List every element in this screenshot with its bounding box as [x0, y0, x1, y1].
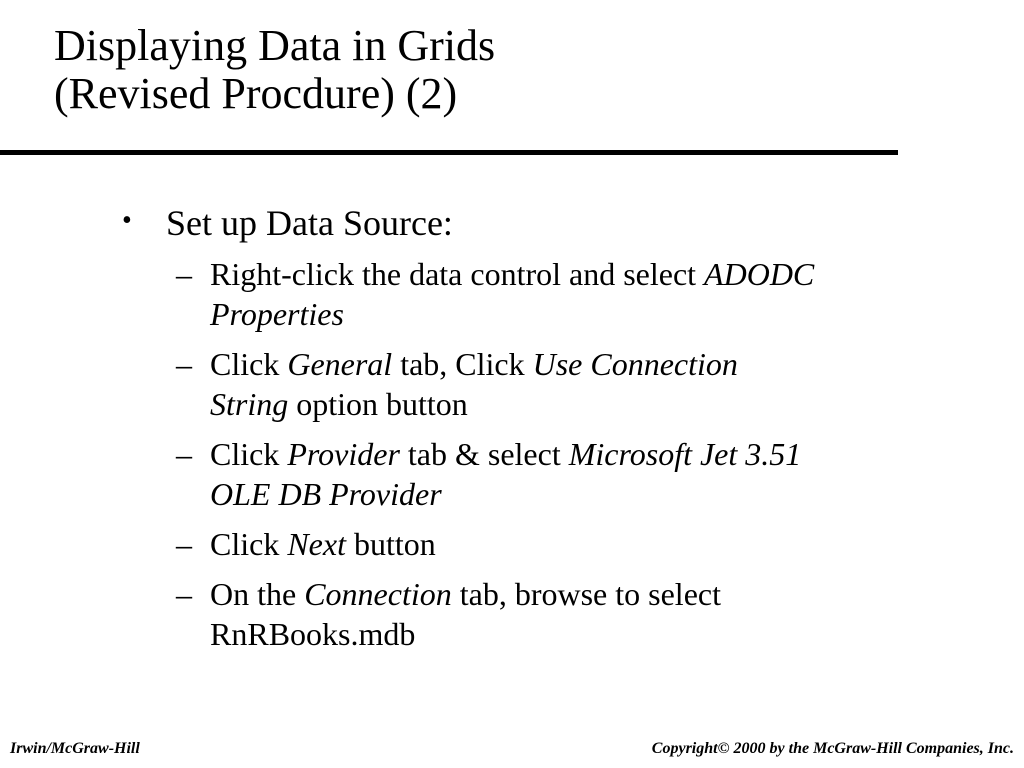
- step-text: RnRBooks.mdb: [210, 616, 416, 652]
- step-line: [210, 384, 996, 424]
- dash-icon: –: [176, 436, 192, 472]
- step-item-right-click: [176, 254, 996, 334]
- step-emphasis: Properties: [210, 296, 344, 332]
- step-text: button: [345, 526, 436, 562]
- dash-icon: –: [176, 576, 192, 612]
- step-line: [210, 614, 996, 654]
- step-emphasis: Connection: [304, 576, 452, 612]
- main-bullet-text: Set up Data Source:: [166, 203, 453, 243]
- step-line: [210, 474, 996, 514]
- step-line: [210, 254, 996, 294]
- bullet-dot-icon: •: [122, 205, 132, 236]
- step-emphasis: Microsoft Jet 3.51: [568, 436, 802, 472]
- step-item-connection-tab: [176, 574, 996, 654]
- step-item-provider-tab: [176, 434, 996, 514]
- title-underline-divider: [0, 150, 898, 155]
- footer-copyright: Copyright© 2000 by the McGraw-Hill Companies, Inc.: [651, 740, 1014, 757]
- step-line: [210, 344, 996, 384]
- step-text: Click: [210, 436, 288, 472]
- step-text: On the: [210, 576, 305, 612]
- slide-title: [54, 22, 954, 118]
- slide-title-line-1: Displaying Data in Grids: [54, 21, 496, 70]
- step-text: Click: [210, 526, 288, 562]
- step-emphasis: String: [210, 386, 289, 422]
- step-text: tab, browse to select: [451, 576, 721, 612]
- step-line: [210, 574, 996, 614]
- step-line: [210, 524, 996, 564]
- dash-icon: –: [176, 256, 192, 292]
- step-text: tab & select: [399, 436, 569, 472]
- step-line: [210, 434, 996, 474]
- step-emphasis: Use Connection: [532, 346, 738, 382]
- step-text: option button: [288, 386, 468, 422]
- step-text: tab, Click: [392, 346, 533, 382]
- step-item-general-tab: [176, 344, 996, 424]
- dash-icon: –: [176, 346, 192, 382]
- step-list: [176, 254, 996, 664]
- step-emphasis: Provider: [287, 436, 400, 472]
- step-emphasis: OLE DB Provider: [210, 476, 442, 512]
- footer-publisher: Irwin/McGraw-Hill: [10, 740, 140, 757]
- step-emphasis: Next: [287, 526, 346, 562]
- step-text: Click: [210, 346, 288, 382]
- step-line: [210, 294, 996, 334]
- step-emphasis: General: [287, 346, 393, 382]
- step-item-next-button: [176, 524, 996, 564]
- slide-title-line-2: (Revised Procdure) (2): [54, 69, 458, 118]
- dash-icon: –: [176, 526, 192, 562]
- step-emphasis: ADODC: [704, 256, 815, 292]
- step-text: Right-click the data control and select: [210, 256, 705, 292]
